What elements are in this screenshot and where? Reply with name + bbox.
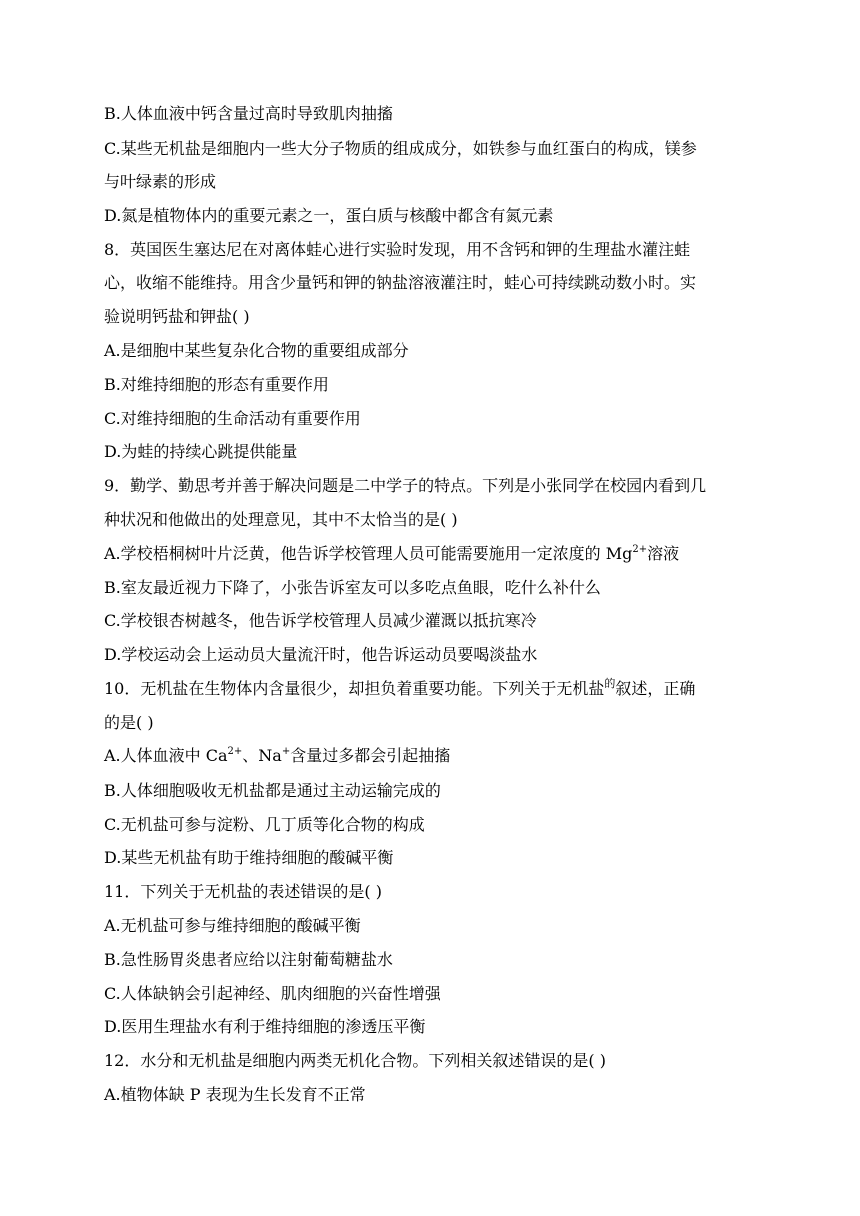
question-9-stem: 种状况和他做出的处理意见，其中不太恰当的是( ): [104, 510, 458, 529]
question-9-stem: 9．勤学、勤思考并善于解决问题是二中学子的特点。下列是小张同学在校园内看到几: [104, 476, 707, 495]
question-10-stem: 的是( ): [104, 713, 154, 732]
option-line: C.某些无机盐是细胞内一些大分子物质的组成成分，如铁参与血红蛋白的构成，镁参: [104, 139, 697, 158]
question-8-stem: 验说明钙盐和钾盐( ): [104, 307, 250, 326]
question-11-option-a: A.无机盐可参与维持细胞的酸碱平衡: [104, 916, 361, 935]
superscript: 2+: [632, 543, 648, 555]
question-9-option-a: [104, 544, 679, 564]
question-8-option-d: D.为蛙的持续心跳提供能量: [104, 442, 298, 461]
question-11-stem: 11．下列关于无机盐的表述错误的是( ): [104, 882, 382, 901]
question-9-option-c: C.学校银杏树越冬，他告诉学校管理人员减少灌溉以抵抗寒冷: [104, 611, 537, 630]
question-11-option-d: D.医用生理盐水有利于维持细胞的渗透压平衡: [104, 1017, 426, 1036]
option-text: A.人体血液中 Ca: [104, 746, 228, 765]
option-text: 含量过多都会引起抽搐: [290, 746, 451, 765]
question-12-option-a: A.植物体缺 P 表现为生长发育不正常: [104, 1085, 366, 1104]
question-10-option-b: B.人体细胞吸收无机盐都是通过主动运输完成的: [104, 781, 441, 800]
option-line: D.氮是植物体内的重要元素之一，蛋白质与核酸中都含有氮元素: [104, 206, 554, 225]
question-9-option-d: D.学校运动会上运动员大量流汗时，他告诉运动员要喝淡盐水: [104, 645, 538, 664]
question-10-option-d: D.某些无机盐有助于维持细胞的酸碱平衡: [104, 848, 394, 867]
question-10-stem: [104, 676, 696, 699]
option-line-continued: 与叶绿素的形成: [104, 172, 217, 191]
question-8-option-b: B.对维持细胞的形态有重要作用: [104, 375, 329, 394]
question-8-stem: 心，收缩不能维持。用含少量钙和钾的钠盐溶液灌注时，蛙心可持续跳动数小时。实: [104, 273, 697, 292]
stem-text: 10．无机盐在生物体内含量很少，却担负着重要功能。下列关于无机盐: [104, 679, 605, 698]
question-10-option-a: [104, 746, 450, 766]
option-text: 、Na: [242, 746, 282, 765]
question-9-option-b: B.室友最近视力下降了，小张告诉室友可以多吃点鱼眼，吃什么补什么: [104, 578, 601, 597]
option-text: A.学校梧桐树叶片泛黄，他告诉学校管理人员可能需要施用一定浓度的 Mg: [104, 544, 633, 563]
question-8-option-a: A.是细胞中某些复杂化合物的重要组成部分: [104, 341, 409, 360]
question-11-option-c: C.人体缺钠会引起神经、肌肉细胞的兴奋性增强: [104, 984, 441, 1003]
question-8-stem: 8．英国医生塞达尼在对离体蛙心进行实验时发现，用不含钙和钾的生理盐水灌注蛙: [104, 240, 691, 259]
superscript: 2+: [227, 745, 243, 757]
option-text: 溶液: [647, 544, 680, 563]
superscript: 的: [604, 676, 616, 690]
stem-text: 叙述，正确: [615, 679, 696, 698]
superscript: +: [281, 745, 291, 757]
question-12-stem: 12．水分和无机盐是细胞内两类无机化合物。下列相关叙述错误的是( ): [104, 1051, 606, 1070]
question-10-option-c: C.无机盐可参与淀粉、几丁质等化合物的构成: [104, 815, 425, 834]
option-line: B.人体血液中钙含量过高时导致肌肉抽搐: [104, 104, 393, 123]
question-11-option-b: B.急性肠胃炎患者应给以注射葡萄糖盐水: [104, 950, 393, 969]
question-8-option-c: C.对维持细胞的生命活动有重要作用: [104, 409, 361, 428]
